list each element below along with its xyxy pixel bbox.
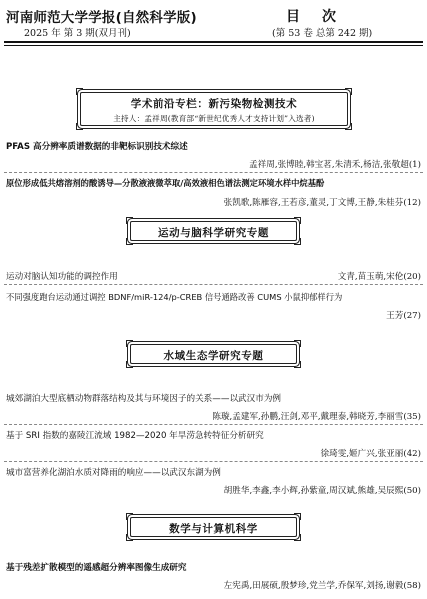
section-frame-frontier <box>80 92 348 126</box>
article-authors: 陈璇,孟建军,孙鹏,汪剑,邓平,戴理泰,韩晓芳,李丽雪(35) <box>212 412 421 422</box>
article-title[interactable]: 原位形成低共熔溶剂的酸诱导—分散液液微萃取/高效液相色谱法测定环境水样中烷基酚 <box>6 178 325 188</box>
article-title[interactable]: 运动对脑认知功能的调控作用 <box>6 272 118 282</box>
issue-info: 2025 年 第 3 期(双月刊) <box>24 28 131 39</box>
section-title: 学术前沿专栏：新污染物检测技术 <box>130 98 298 110</box>
article-authors: 文青,苗玉萌,宋伦(20) <box>337 272 421 282</box>
article-title[interactable]: 不同强度跑台运动通过调控 BDNF/miR-124/p-CREB 信号通路改善 CUMS 小鼠抑郁样行为 <box>6 292 343 302</box>
toc-heading: 目次 <box>286 9 358 25</box>
article-authors: 王芳(27) <box>386 311 421 321</box>
header-rule-thin <box>4 45 423 46</box>
article-title[interactable]: 基于残差扩散模型的遥感超分辨率图像生成研究 <box>6 563 187 573</box>
header-rule-thick <box>4 41 423 43</box>
section-title: 数学与计算机科学 <box>169 523 258 535</box>
article-authors: 胡胜华,李鑫,李小辉,孙紫童,周汉斌,熊雄,吴辰熙(50) <box>223 486 421 496</box>
article-title[interactable]: PFAS 高分辨率质谱数据的非靶标识别技术综述 <box>6 142 188 152</box>
journal-title: 河南师范大学学报(自然科学版) <box>6 10 197 26</box>
divider <box>4 172 423 173</box>
section-title: 水域生态学研究专题 <box>163 350 264 362</box>
article-authors: 左宪禹,田展硕,殷梦珍,党兰学,乔保军,刘扬,谢毅(58) <box>223 581 421 591</box>
divider <box>4 461 423 462</box>
section-host: 主持人：孟祥周(教育部“新世纪优秀人才支持计划”入选者) <box>113 114 315 123</box>
article-title[interactable]: 基于 SRI 指数的嘉陵江流域 1982—2020 年旱涝急转特征分析研究 <box>6 431 264 441</box>
section-frame-sports-brain <box>130 221 297 241</box>
section-frame-math-cs <box>130 517 297 537</box>
section-title: 运动与脑科学研究专题 <box>158 227 269 239</box>
section-frame-aquatic <box>130 344 297 364</box>
divider <box>4 284 423 285</box>
article-authors: 徐琦雯,姬广兴,张亚丽(42) <box>320 449 421 459</box>
article-authors: 张凯歌,陈雁容,王若彦,董灵,丁文博,王静,朱桂芬(12) <box>223 198 421 208</box>
article-title[interactable]: 城郊湖泊大型底栖动物群落结构及其与环境因子的关系——以武汉市为例 <box>6 394 282 404</box>
article-authors: 孟祥周,张博睦,韩宝茗,朱清禾,杨洁,张敬超(1) <box>249 160 421 170</box>
volume-info: (第 53 卷 总第 242 期) <box>272 28 373 39</box>
divider <box>4 424 423 425</box>
article-title[interactable]: 城市富营养化湖泊水质对降雨的响应——以武汉东湖为例 <box>6 468 221 478</box>
